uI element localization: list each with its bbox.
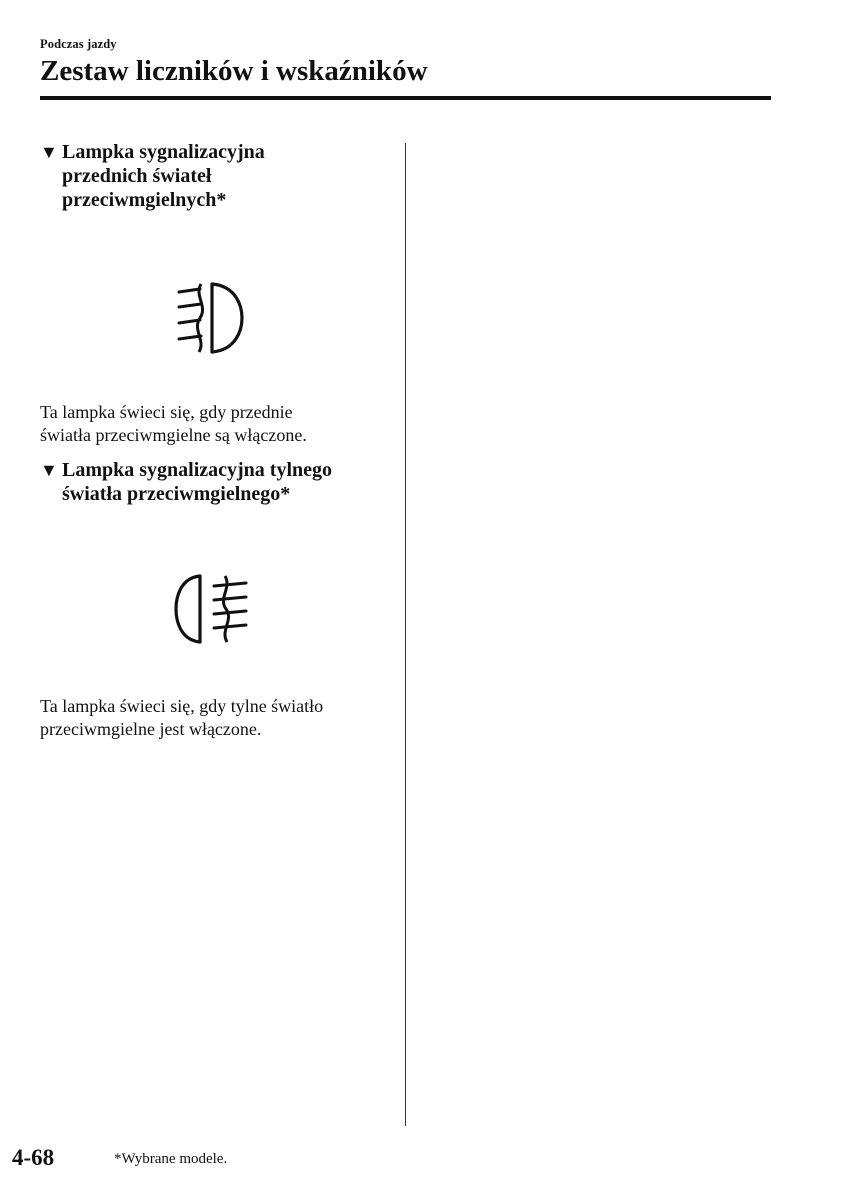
column-divider <box>405 143 406 1126</box>
rear-fog-description: Ta lampka świeci się, gdy tylne światło przeciwmgielne jest włączone. <box>40 696 324 739</box>
triangle-marker-icon: ▼ <box>40 460 58 480</box>
page-number: 4-68 <box>12 1145 55 1170</box>
front-fog-description: Ta lampka świeci się, gdy przednie światła przeciwmgielne są włączone. <box>40 402 307 445</box>
section-heading-text: Lampka sygnalizacyjna tylnego światła przeciwmgielnego* <box>62 459 333 505</box>
title-rule <box>40 96 771 100</box>
triangle-marker-icon: ▼ <box>40 142 58 162</box>
section-heading-front-fog <box>40 140 390 212</box>
page-title: Zestaw liczników i wskaźników <box>40 55 428 87</box>
section-heading-rear-fog <box>40 458 390 506</box>
rear-fog-light-icon <box>170 572 250 651</box>
footnote: *Wybrane modele. <box>114 1151 228 1167</box>
section-heading-text: Lampka sygnalizacyjna przednich świateł przeciwmgielnych* <box>62 141 265 211</box>
front-fog-light-icon <box>170 278 250 363</box>
section-label: Podczas jazdy <box>40 37 117 51</box>
